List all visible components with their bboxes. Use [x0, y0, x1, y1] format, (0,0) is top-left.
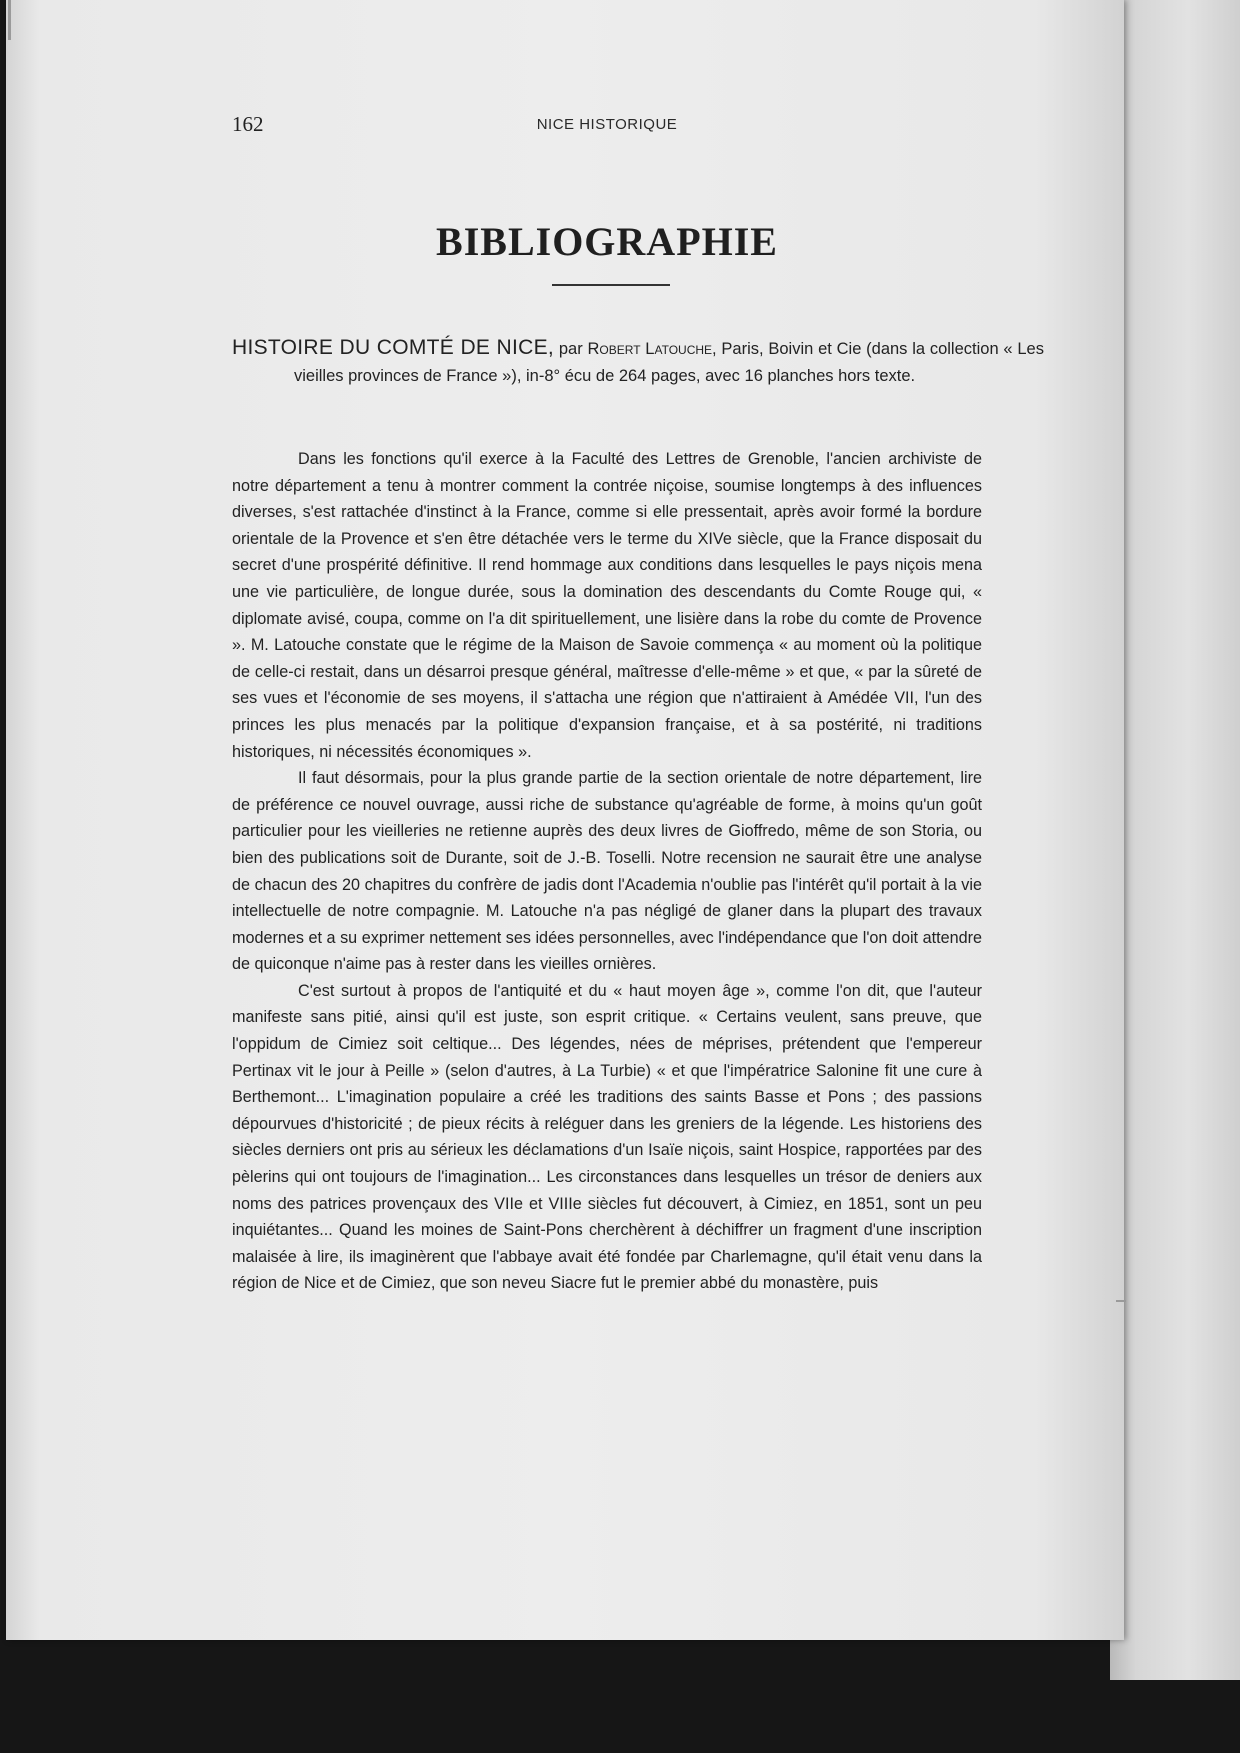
book-by: par: [558, 340, 583, 358]
book-publication: Paris, Boivin et Cie (dans la collection « Les vieilles provinces de France »), in-8° écu de 264 pages, avec 16 planches hors texte.: [294, 340, 1044, 385]
book-entry: [232, 334, 1044, 390]
journal-title: NICE HISTORIQUE: [536, 116, 678, 133]
review-body: [232, 446, 982, 1297]
facing-page-edge: [1110, 0, 1240, 1680]
book-author: Robert Latouche,: [587, 340, 717, 358]
title-rule: [552, 284, 670, 286]
paragraph: Il faut désormais, pour la plus grande partie de la section orientale de notre département, lire de préférence ce nouvel ouvrage, aussi riche de substance qu'agréable de forme, à moins qu'un goût particulier pour les vieilleries ne retienne auprès des deux livres de Gioffredo, même de son Storia, ou bien des publications soit de Durante, soit de J.-B. Toselli. Notre recension ne saurait être une analyse de chacun des 20 chapitres du confrère de jadis dont l'Academia n'oublie pas l'intérêt qu'il portait à la vie intellectuelle de notre compagnie. M. Latouche n'a pas négligé de glaner dans la plupart des travaux modernes et a su exprimer nettement ses idées personnelles, avec l'indépendance que l'on doit attendre de quiconque n'aime pas à rester dans les vieilles ornières.: [232, 769, 982, 974]
running-head: [232, 112, 982, 142]
section-title: BIBLIOGRAPHIE: [436, 219, 778, 264]
scan-margin-mark: [1116, 1300, 1126, 1302]
paragraph: C'est surtout à propos de l'antiquité et du « haut moyen âge », comme l'on dit, que l'auteur manifeste sans pitié, ainsi qu'il est juste, son esprit critique. « Certains veulent, sans preuve, que l'oppidum de Cimiez soit celtique... Des légendes, nées de méprises, prétendent que l'empereur Pertinax vit le jour à Peille » (selon d'autres, à La Turbie) « et que l'impératrice Salonine fit une cure à Berthemont... L'imagination populaire a créé les traditions des saints Basse et Pons ; des passions dépourvues d'historicité ; de pieux récits à reléguer dans les greniers de la légende. Les historiens des siècles derniers ont pris au sérieux les déclamations d'un Isaïe niçois, saint Hospice, rapportées par des pèlerins qui ont toujours de l'imagination... Les circonstances dans lesquelles un trésor de deniers aux noms des patrices provençaux des VIIe et VIIIe siècles fut découvert, à Cimiez, en 1851, sont un peu inquiétantes... Quand les moines de Saint-Pons cherchèrent à déchiffrer un fragment d'une inscription malaisée à lire, ils imaginèrent que l'abbaye avait été fondée par Charlemagne, qu'il était venu dans la région de Nice et de Cimiez, que son neveu Siacre fut le premier abbé du monastère, puis: [232, 981, 982, 1293]
page-number: 162: [232, 112, 264, 136]
paragraph: Dans les fonctions qu'il exerce à la Faculté des Lettres de Grenoble, l'ancien archiviste de notre département a tenu à montrer comment la contrée niçoise, soumise longtemps à des influences diverses, s'est rattachée d'instinct à la France, comme si elle pressentait, après avoir formé la bordure orientale de la Provence et s'en être détachée vers le terme du XIVe siècle, que la France disposait du secret d'une prospérité définitive. Il rend hommage aux conditions dans lesquelles le pays niçois mena une vie particulière, de longue durée, sous la domination des descendants du Comte Rouge qui, « diplomate avisé, coupa, comme on l'a dit spirituellement, une lisière dans la robe du comte de Provence ». M. Latouche constate que le régime de la Maison de Savoie commença « au moment où la politique de celle-ci restait, dans un désarroi presque général, maîtresse d'elle-même » et que, « par la sûreté de ses vues et l'économie de ses moyens, il s'attacha une région que n'attiraient à Amédée VII, l'un des princes les plus menacés par la politique d'expansion française, et à sa postérité, ni traditions historiques, ni nécessités économiques ».: [232, 450, 982, 761]
scan-margin-mark: [8, 0, 11, 40]
book-title: HISTOIRE DU COMTÉ DE NICE,: [232, 336, 555, 359]
